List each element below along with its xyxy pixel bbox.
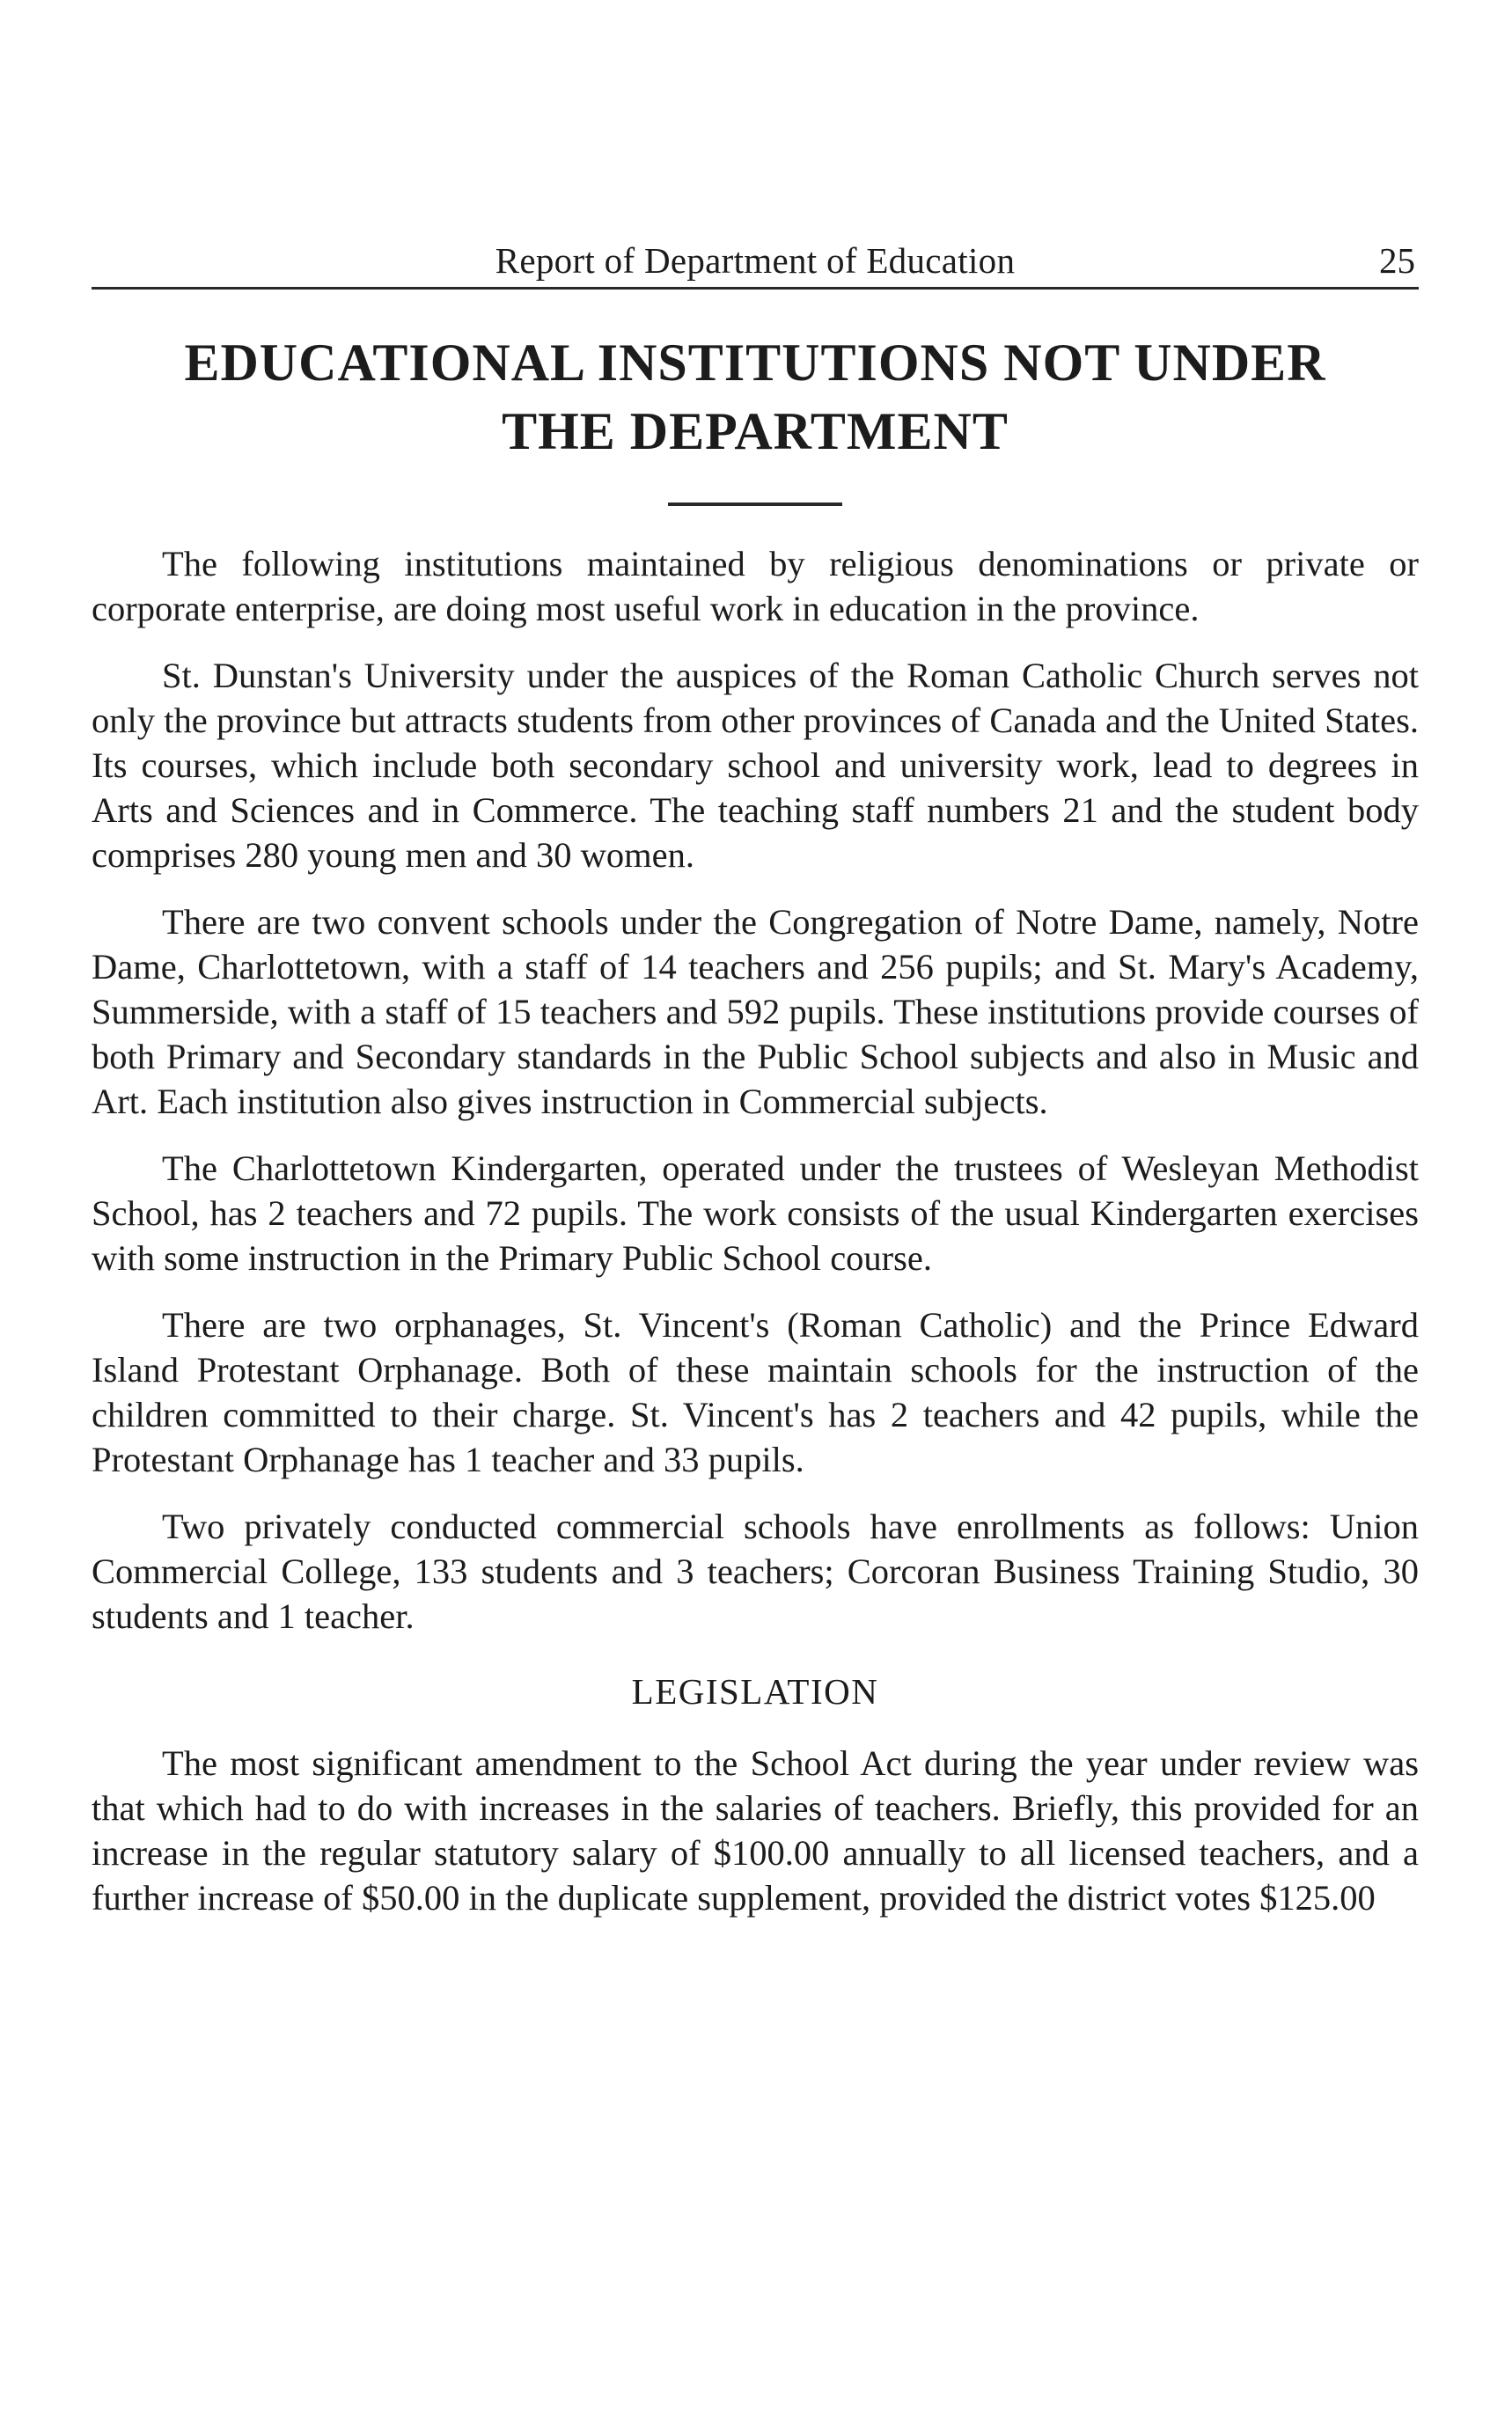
paragraph-st-dunstans: St. Dunstan's University under the auspices of the Roman Catholic Church serves not only the province but attracts students from other provinces of Canada and the United States. Its courses, which include both secondary school and university work, lead to degrees in Arts and Sciences and in Commerce. The teaching staff numbers 21 and the student body comprises 280 young men and 30 women. xyxy=(92,656,1419,875)
paragraph-kindergarten: The Charlottetown Kindergarten, operated under the trustees of Wesleyan Methodist School, has 2 teachers and 72 pupils. The work consists of the usual Kindergarten exercises with some instruction in the Primary Public School course. xyxy=(92,1148,1419,1278)
paragraph-commercial-schools: Two privately conducted commercial schools have enrollments as follows: Union Commercial College, 133 students and 3 teachers; Corcoran Business Training Studio, 30 students and 1 teacher. xyxy=(92,1507,1419,1636)
page-number: 25 xyxy=(1379,240,1415,281)
running-title: Report of Department of Education xyxy=(495,240,1016,281)
paragraph-convent-schools: There are two convent schools under the Congregation of Notre Dame, namely, Notre Dame, Charlottetown, with a staff of 14 teachers and 256 pupils; and St. Mary's Academy, Summerside, with a staff of 15 teachers and 592 pupils. These institutions provide courses of both Primary and Secondary standards in the Public School subjects and also in Music and Art. Each institution also gives instruction in Commercial subjects. xyxy=(92,902,1419,1121)
chapter-heading xyxy=(92,328,1419,466)
paragraph-orphanages: There are two orphanages, St. Vincent's (Roman Catholic) and the Prince Edward Island Protestant Orphanage. Both of these maintain schools for the instruction of the children committed to their charge. St. Vincent's has 2 teachers and 42 pupils, while the Protestant Orphanage has 1 teacher and 33 pupils. xyxy=(92,1305,1419,1479)
paragraph-legislation: The most significant amendment to the School Act during the year under review was that which had to do with increases in the salaries of teachers. Briefly, this provided for an increase in the regular statutory salary of $100.00 annually to all licensed teachers, and a further increase of $50.00 in the duplicate supplement, provided the district votes $125.00 xyxy=(92,1743,1419,1918)
chapter-heading-line-1: EDUCATIONAL INSTITUTIONS NOT UNDER xyxy=(184,334,1326,392)
body-text xyxy=(92,541,1419,1920)
heading-divider xyxy=(668,502,842,506)
section-heading-legislation: LEGISLATION xyxy=(631,1671,879,1712)
running-header xyxy=(92,238,1419,290)
document-page xyxy=(92,238,1419,1942)
chapter-heading-line-2: THE DEPARTMENT xyxy=(502,402,1009,460)
paragraph-intro: The following institutions maintained by religious denominations or private or corporate enterprise, are doing most useful work in education in the province. xyxy=(92,544,1419,628)
